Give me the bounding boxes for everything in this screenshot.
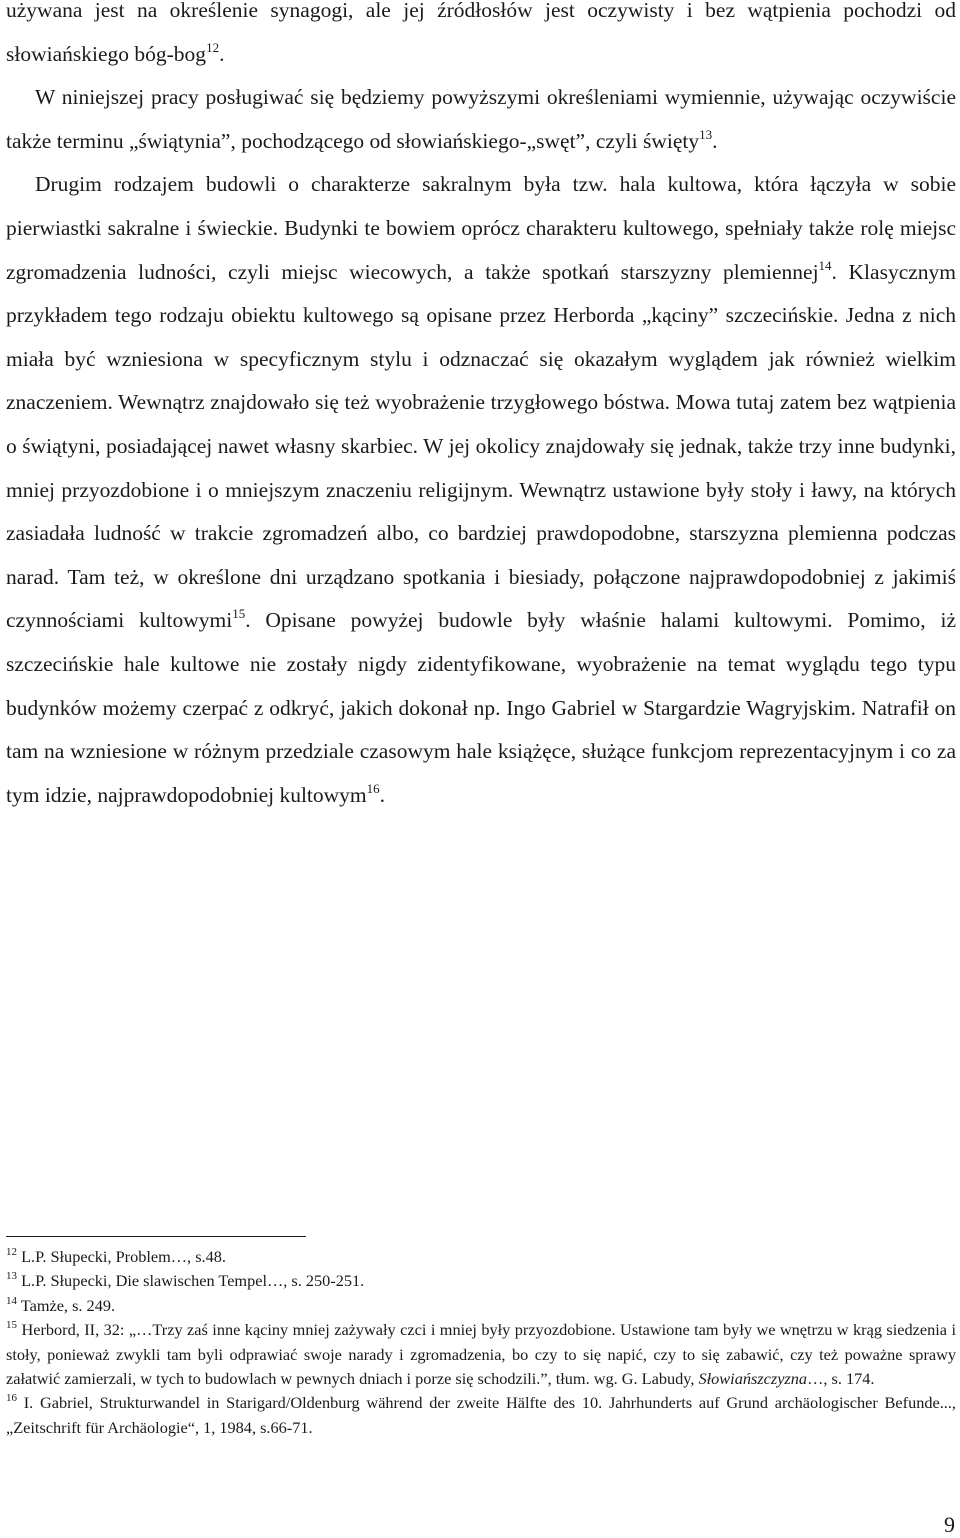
footnote-text: I. Gabriel, Strukturwandel in Starigard/Oldenburg während der zweite Hälfte des 10. Jahrhunderts auf Grund archäologischer Befunde..., „Zeitschrift für Archäologie“, 1, 1984, s.66-71. (6, 1393, 956, 1437)
footnote-number: 13 (6, 1270, 17, 1283)
paragraph-3 (6, 163, 956, 817)
footnote-text: L.P. Słupecki, Problem…, s.48. (21, 1247, 226, 1266)
paragraph-text: . (219, 41, 225, 66)
paragraph-text: . Opisane powyżej budowle były właśnie halami kultowymi. Pomimo, iż szczecińskie hale kultowe nie zostały nigdy zidentyfikowane, wyobrażenie na temat wyglądu tego typu budynków możemy czerpać z odkryć, jakich dokonał np. Ingo Gabriel w Stargardzie Wagryjskim. Natrafił on tam na wzniesione w różnym przedziale czasowym hale książęce, służące funkcjom reprezentacyjnym i co za tym idzie, najprawdopodobniej kultowym (6, 608, 956, 807)
footnote-ref-12[interactable]: 12 (206, 39, 220, 55)
main-text (6, 0, 956, 817)
paragraph-text: używana jest na określenie synagogi, ale jej źródłosłów jest oczywisty i bez wątpienia pochodzi od słowiańskiego bóg-bog (6, 0, 956, 66)
paragraph-2 (6, 76, 956, 163)
paragraph-1 (6, 0, 956, 76)
footnote-ref-14[interactable]: 14 (818, 257, 832, 273)
paragraph-text: . Klasycznym przykładem tego rodzaju obiektu kultowego są opisane przez Herborda „kąciny” szczecińskie. Jedna z nich miała być wzniesiona w specyficznym stylu i odznaczać się okazałym wyglądem jak również wielkim znaczeniem. Wewnątrz znajdowało się też wyobrażenie trzygłowego bóstwa. Mowa tutaj zatem bez wątpienia o świątyni, posiadającej nawet własny skarbiec. W jej okolicy znajdowały się jednak, także trzy inne budynki, mniej przyozdobione i o mniejszym znaczeniu religijnym. Wewnątrz ustawione były stoły i ławy, na których zasiadała ludność w trakcie zgromadzeń albo, co bardziej prawdopodobne, starszyzna plemienna podczas narad. Tam też, w określone dni urządzano spotkania i biesiady, połączone najprawdopodobniej z jakimiś czynnościami kultowymi (6, 259, 957, 633)
footnote-text: Herbord, II, 32: „…Trzy zaś inne kąciny mniej zażywały czci i mniej były przyozdobione. Ustawione tam były we wnętrzu w krąg siedzenia i stoły, ponieważ zwykli tam byli odprawiać swoje narady i zgromadzenia, bo czy to się napić, czy to się zabawić, czy też poważne sprawy załatwić zamierzali, w tych to budowlach w pewnych dniach i porze się schodzili.”, tłum. wg. G. Labudy, (6, 1320, 956, 1389)
footnote-title: Słowiańszczyzna (698, 1369, 808, 1389)
footnote-number: 15 (6, 1319, 17, 1332)
footnote-separator (6, 1236, 306, 1237)
footnote-16 (6, 1391, 956, 1440)
paragraph-text: . (712, 128, 718, 153)
footnote-text: …, s. 174. (807, 1369, 875, 1389)
footnote-number: 14 (6, 1294, 17, 1307)
footnote-ref-15[interactable]: 15 (232, 606, 246, 622)
paragraph-text: . (379, 782, 386, 807)
footnote-13 (6, 1269, 956, 1293)
footnote-12 (6, 1245, 956, 1269)
paragraph-text: Drugim rodzajem budowli o charakterze sakralnym była tzw. hala kultowa, która łączyła w sobie pierwiastki sakralne i świeckie. Budynki te bowiem oprócz charakteru kultowego, spełniały także rolę miejsc zgromadzenia ludności, czyli miejsc wiecowych, a także spotkań starszyzny plemiennej (6, 172, 956, 284)
footnote-14 (6, 1294, 956, 1318)
footnote-ref-13[interactable]: 13 (699, 126, 713, 142)
paragraph-text: W niniejszej pracy posługiwać się będziemy powyższymi określeniami wymiennie, używając oczywiście także terminu „świątynia”, pochodzącego od słowiańskiego-„swęt”, czyli święty (6, 85, 956, 153)
footnote-15 (6, 1318, 956, 1391)
footnote-ref-16[interactable]: 16 (366, 780, 380, 796)
footnotes (6, 1245, 956, 1440)
footnote-text: Tamże, s. 249. (20, 1295, 116, 1315)
footnote-number: 12 (6, 1246, 17, 1258)
page-number: 9 (944, 1512, 955, 1537)
footnote-text: L.P. Słupecki, Die slawischen Tempel…, s. 250-251. (21, 1271, 365, 1291)
footnote-number: 16 (6, 1392, 17, 1405)
